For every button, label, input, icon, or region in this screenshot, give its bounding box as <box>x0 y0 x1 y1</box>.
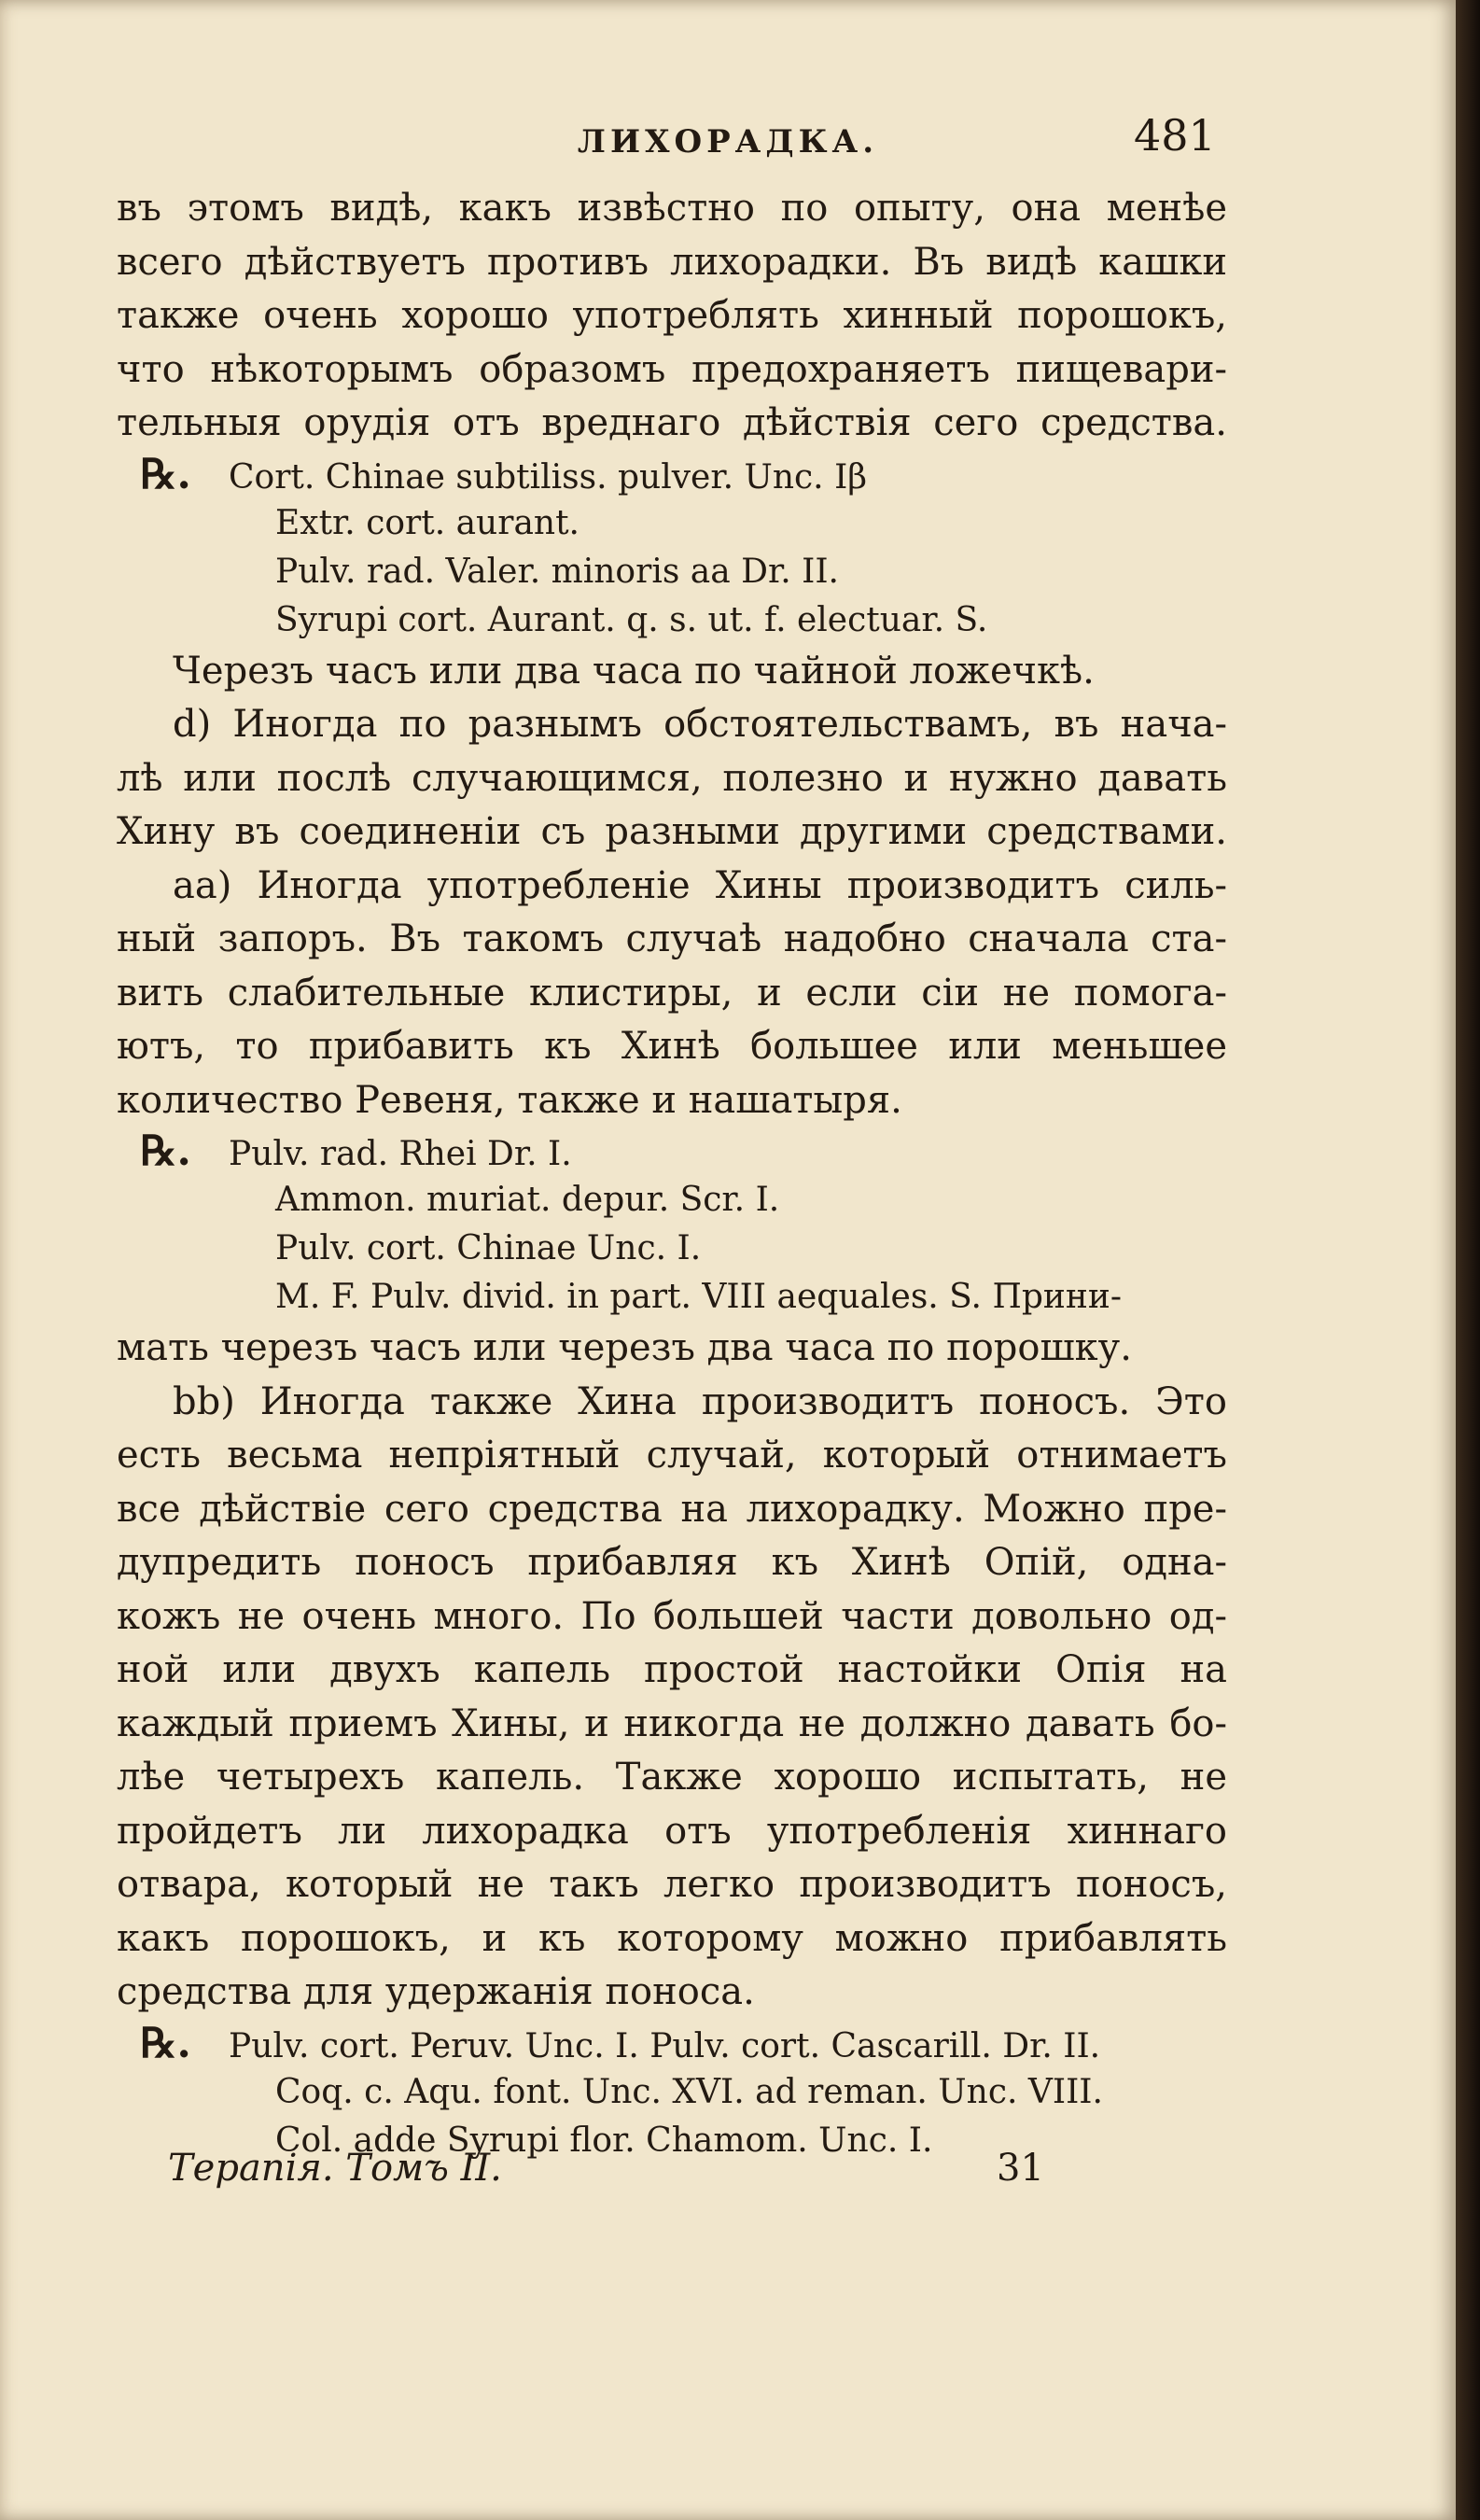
text-line: что нѣкоторымъ образомъ предохраняетъ пищевари- <box>117 347 1227 391</box>
prescription-line: Coq. c. Aqu. font. Unc. XVI. ad reman. Unc. VIII. <box>275 2072 1103 2111</box>
prescription-text: Pulv. rad. Rhei Dr. I. <box>229 1135 572 1173</box>
text-line: ной или двухъ капель простой настойки Опія на <box>117 1648 1227 1691</box>
page-number: 481 <box>1134 110 1216 161</box>
text-line: всего дѣйствуетъ противъ лихорадки. Въ видѣ кашки <box>117 240 1227 284</box>
text-line: Хину въ соединеніи съ разными другими средствами. <box>117 810 1227 853</box>
prescription-line: Syrupi cort. Aurant. q. s. ut. f. electuar. S. <box>275 600 988 639</box>
prescription-line: Col. adde Syrupi flor. Chamom. Unc. I. <box>275 2121 933 2160</box>
prescription-line: Pulv. rad. Valer. minoris aa Dr. II. <box>275 552 840 591</box>
text-line: d) Иногда по разнымъ обстоятельствамъ, въ нача- <box>173 703 1227 746</box>
sheet-number: 31 <box>997 2147 1044 2190</box>
recipe-symbol: ℞. <box>140 450 191 498</box>
text-line: ютъ, то прибавить къ Хинѣ большее или меньшее <box>117 1025 1227 1068</box>
recipe-symbol: ℞. <box>140 1127 191 1175</box>
text-line: Черезъ часъ или два часа по чайной ложечкѣ. <box>173 649 1095 693</box>
text-line: ный запоръ. Въ такомъ случаѣ надобно сначала ста- <box>117 917 1227 960</box>
text-line: средства для удержанія поноса. <box>117 1970 755 2013</box>
text-line: также очень хорошо употреблять хинный порошокъ, <box>117 294 1227 337</box>
recipe-symbol: ℞. <box>140 2019 191 2067</box>
prescription-line: M. F. Pulv. divid. in part. VIII aequales. S. Прини- <box>275 1278 1123 1316</box>
text-line: bb) Иногда также Хина производитъ поносъ. Это <box>173 1379 1227 1423</box>
text-line: вить слабительные клистиры, и если сіи не помога- <box>117 971 1227 1015</box>
prescription-line <box>117 1127 1227 1176</box>
text-line: каждый приемъ Хины, и никогда не должно давать бо- <box>117 1701 1227 1745</box>
text-line: есть весьма непріятный случай, который отнимаетъ <box>117 1434 1227 1477</box>
prescription-line: Ammon. muriat. depur. Scr. I. <box>275 1181 780 1219</box>
text-line: aa) Иногда употребленіе Хины производитъ силь- <box>173 863 1227 907</box>
text-line: въ этомъ видѣ, какъ извѣстно по опыту, она менѣе <box>117 187 1227 230</box>
text-line: пройдетъ ли лихорадка отъ употребленія хиннаго <box>117 1809 1227 1853</box>
text-line: дупредить поносъ прибавляя къ Хинѣ Опій, одна- <box>117 1541 1227 1584</box>
text-line: отвара, который не такъ легко производитъ поносъ, <box>117 1863 1227 1906</box>
prescription-line: Pulv. cort. Chinae Unc. I. <box>275 1229 702 1267</box>
text-line: лѣе четырехъ капель. Также хорошо испытать, не <box>117 1756 1227 1799</box>
page-body <box>117 182 1227 2165</box>
text-line: лѣ или послѣ случающимся, полезно и нужно давать <box>117 756 1227 800</box>
prescription-line <box>117 451 1227 499</box>
book-edge <box>1456 0 1480 2520</box>
text-line: какъ порошокъ, и къ которому можно прибавлять <box>117 1916 1227 1960</box>
text-line: кожъ не очень много. По большей части довольно од- <box>117 1594 1227 1638</box>
text-line: все дѣйствіе сего средства на лихорадку. Можно пре- <box>117 1487 1227 1531</box>
signature-mark: Терапія. Томъ II. <box>168 2147 502 2190</box>
text-line: мать черезъ часъ или черезъ два часа по порошку. <box>117 1326 1132 1369</box>
prescription-line: Extr. cort. aurant. <box>275 503 580 542</box>
running-head: ЛИХОРАДКА. <box>577 123 879 161</box>
text-line: тельныя орудія отъ вреднаго дѣйствія сего средства. <box>117 401 1227 444</box>
prescription-text: Cort. Chinae subtiliss. pulver. Unc. Iβ <box>229 457 868 497</box>
prescription-line <box>117 2020 1227 2068</box>
text-line: количество Ревеня, также и нашатыря. <box>117 1078 902 1122</box>
prescription-text: Pulv. cort. Peruv. Unc. I. Pulv. cort. Cascarill. Dr. II. <box>229 2026 1101 2065</box>
